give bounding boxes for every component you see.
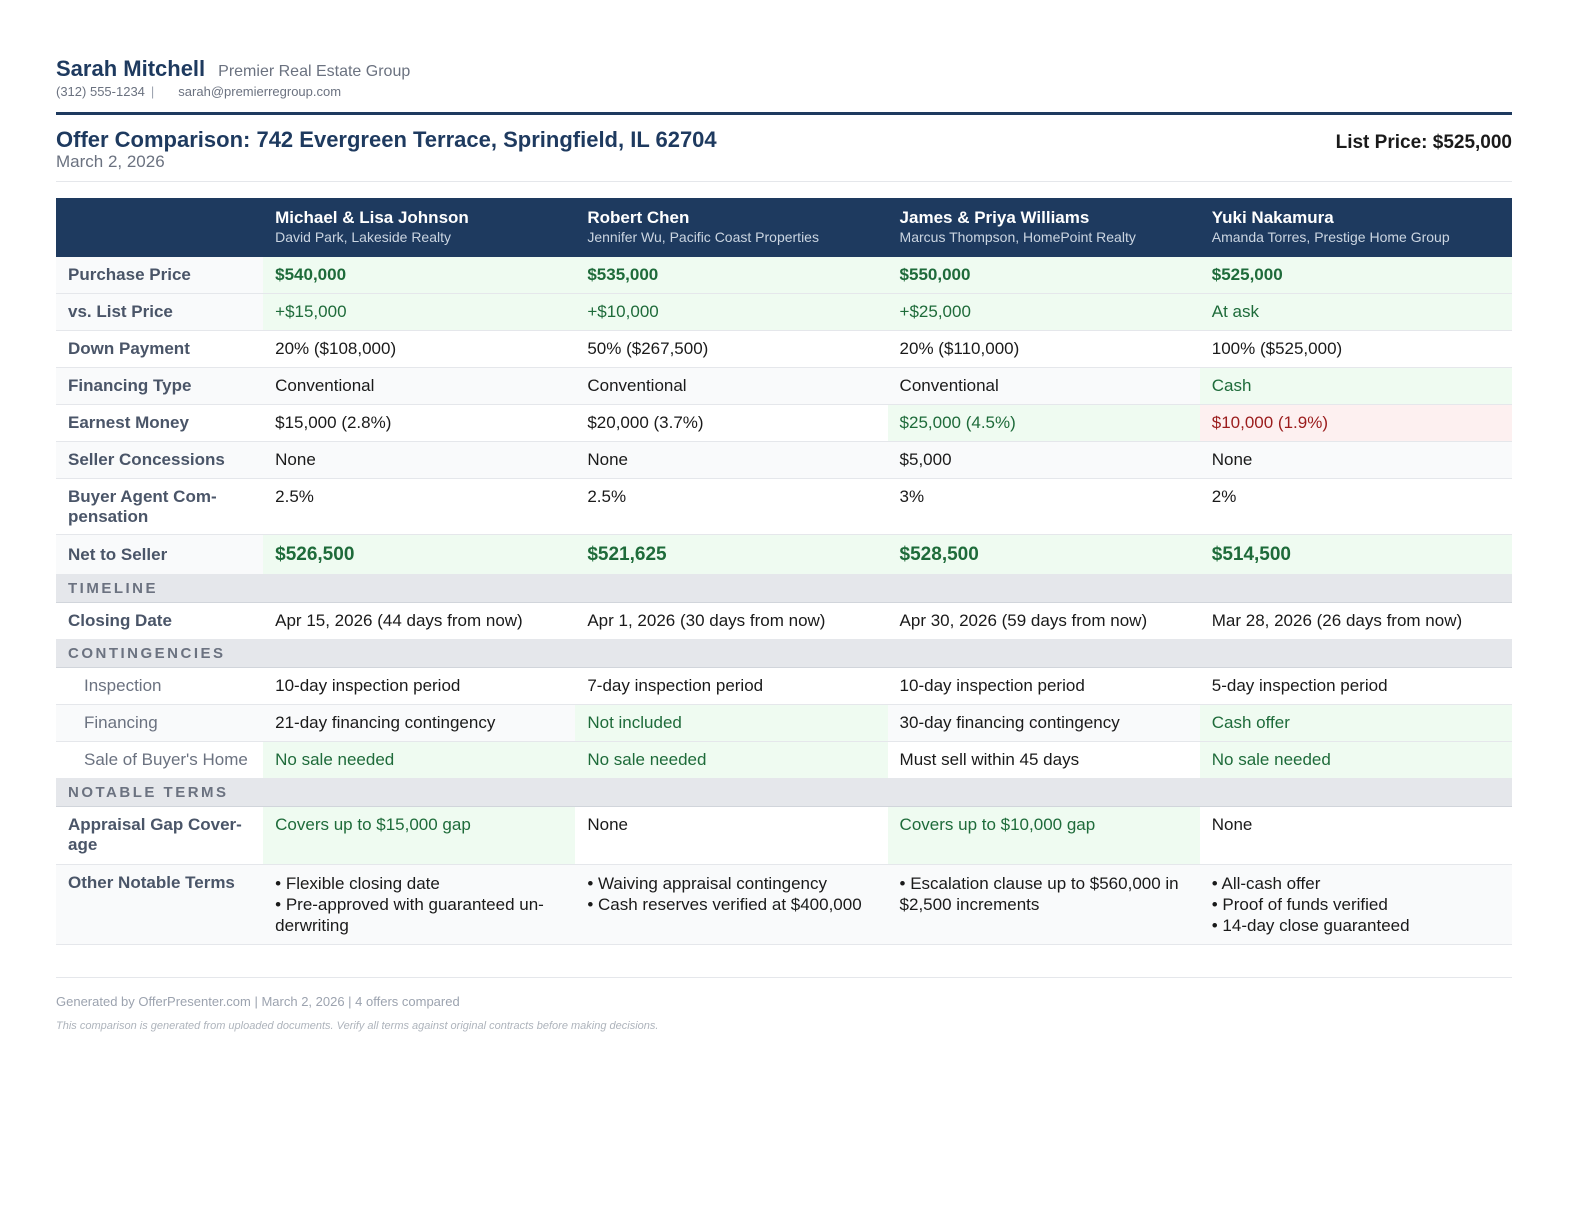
offer-header xyxy=(888,198,1200,257)
cell: +$25,000 xyxy=(888,294,1200,331)
term-item: • Flexible closing date xyxy=(275,874,440,893)
cell: 10-day inspection period xyxy=(888,668,1200,705)
row-sale-of-buyers-home xyxy=(56,742,1512,779)
row-label: Inspection xyxy=(56,668,263,705)
section-header-notable-terms xyxy=(56,779,1512,807)
cell: Apr 1, 2026 (30 days from now) xyxy=(575,603,887,640)
cell: $525,000 xyxy=(1200,257,1512,294)
cell: 21-day financing contingency xyxy=(263,705,575,742)
agent-email: sarah@premierregroup.com xyxy=(178,84,342,99)
cell: Apr 30, 2026 (59 days from now) xyxy=(888,603,1200,640)
cell: Covers up to $10,000 gap xyxy=(888,807,1200,865)
cell: $15,000 (2.8%) xyxy=(263,405,575,442)
agent-contact xyxy=(56,84,1512,99)
cell: 3% xyxy=(888,479,1200,535)
row-closing-date xyxy=(56,603,1512,640)
offer-header xyxy=(263,198,575,257)
row-label: Down Payment xyxy=(56,331,263,368)
row-label: Other Notable Terms xyxy=(56,865,263,945)
agent-name: Sarah Mitchell xyxy=(56,56,206,81)
term-item: • Waiving appraisal contingency xyxy=(587,874,828,893)
cell: None xyxy=(1200,807,1512,865)
cell: No sale needed xyxy=(1200,742,1512,779)
section-title: NOTABLE TERMS xyxy=(56,779,1512,807)
row-label: Financing xyxy=(56,705,263,742)
offer-header xyxy=(575,198,887,257)
section-title: TIMELINE xyxy=(56,575,1512,603)
term-item: • Pre-approved with guaranteed un-derwriting xyxy=(275,895,544,935)
cell: None xyxy=(263,442,575,479)
contact-separator: | xyxy=(150,84,155,99)
cell: $20,000 (3.7%) xyxy=(575,405,887,442)
page-title: Offer Comparison: 742 Evergreen Terrace, Springfield, IL 62704 xyxy=(56,127,717,152)
cell: $10,000 (1.9%) xyxy=(1200,405,1512,442)
cell: 30-day financing contingency xyxy=(888,705,1200,742)
cell: Covers up to $15,000 gap xyxy=(263,807,575,865)
term-item: • 14-day close guaranteed xyxy=(1211,916,1410,935)
header-empty-cell xyxy=(56,198,263,257)
row-other-notable-terms xyxy=(56,865,1512,945)
terms-list xyxy=(575,865,887,945)
cell: No sale needed xyxy=(263,742,575,779)
row-label: Sale of Buyer's Home xyxy=(56,742,263,779)
cell: $526,500 xyxy=(263,535,575,575)
row-down-payment xyxy=(56,331,1512,368)
row-vs-list-price xyxy=(56,294,1512,331)
cell: +$15,000 xyxy=(263,294,575,331)
row-label: Financing Type xyxy=(56,368,263,405)
buyer-agent: David Park, Lakeside Realty xyxy=(275,229,452,245)
cell: 50% ($267,500) xyxy=(575,331,887,368)
cell: At ask xyxy=(1200,294,1512,331)
buyer-name: Robert Chen xyxy=(587,208,690,227)
row-label: Net to Seller xyxy=(56,535,263,575)
footer-generated: Generated by OfferPresenter.com | March 2, 2026 | 4 offers compared xyxy=(56,994,460,1009)
row-inspection xyxy=(56,668,1512,705)
cell: 2.5% xyxy=(575,479,887,535)
cell: 10-day inspection period xyxy=(263,668,575,705)
term-item: • Cash reserves verified at $400,000 xyxy=(587,895,862,914)
cell: 20% ($110,000) xyxy=(888,331,1200,368)
row-earnest-money xyxy=(56,405,1512,442)
agent-phone: (312) 555-1234 xyxy=(56,84,145,99)
cell: Cash xyxy=(1200,368,1512,405)
offer-header-row xyxy=(56,198,1512,257)
cell: 20% ($108,000) xyxy=(263,331,575,368)
cell: Must sell within 45 days xyxy=(888,742,1200,779)
terms-list xyxy=(888,865,1200,945)
cell: $521,625 xyxy=(575,535,887,575)
row-purchase-price xyxy=(56,257,1512,294)
agent-header xyxy=(56,56,1512,82)
cell: $550,000 xyxy=(888,257,1200,294)
buyer-agent: Amanda Torres, Prestige Home Group xyxy=(1211,229,1450,245)
cell: None xyxy=(575,442,887,479)
row-financing-type xyxy=(56,368,1512,405)
cell: Mar 28, 2026 (26 days from now) xyxy=(1200,603,1512,640)
cell: 100% ($525,000) xyxy=(1200,331,1512,368)
header-divider xyxy=(56,112,1512,115)
row-label: Earnest Money xyxy=(56,405,263,442)
cell: Cash offer xyxy=(1200,705,1512,742)
cell: +$10,000 xyxy=(575,294,887,331)
cell: 2% xyxy=(1200,479,1512,535)
cell: 7-day inspection period xyxy=(575,668,887,705)
title-row xyxy=(56,128,1512,182)
row-label: Buyer Agent Com-pensation xyxy=(56,479,263,535)
cell: $514,500 xyxy=(1200,535,1512,575)
section-title: CONTINGENCIES xyxy=(56,640,1512,668)
row-label: Seller Concessions xyxy=(56,442,263,479)
row-label: Purchase Price xyxy=(56,257,263,294)
buyer-agent: Marcus Thompson, HomePoint Realty xyxy=(899,229,1136,245)
terms-list xyxy=(263,865,575,945)
cell: $528,500 xyxy=(888,535,1200,575)
row-net-to-seller xyxy=(56,535,1512,575)
section-header-timeline xyxy=(56,575,1512,603)
cell: $540,000 xyxy=(263,257,575,294)
row-label: vs. List Price xyxy=(56,294,263,331)
cell: $5,000 xyxy=(888,442,1200,479)
buyer-agent: Jennifer Wu, Pacific Coast Properties xyxy=(587,229,819,245)
cell: None xyxy=(575,807,887,865)
section-header-contingencies xyxy=(56,640,1512,668)
term-item: • All-cash offer xyxy=(1211,874,1321,893)
term-item: • Proof of funds verified xyxy=(1211,895,1388,914)
cell: None xyxy=(1200,442,1512,479)
document-date: March 2, 2026 xyxy=(56,152,165,171)
cell: $535,000 xyxy=(575,257,887,294)
cell: 5-day inspection period xyxy=(1200,668,1512,705)
buyer-name: James & Priya Williams xyxy=(899,208,1090,227)
row-label: Closing Date xyxy=(56,603,263,640)
agent-company: Premier Real Estate Group xyxy=(218,63,411,80)
footer-divider xyxy=(56,977,1512,978)
cell: No sale needed xyxy=(575,742,887,779)
row-seller-concessions xyxy=(56,442,1512,479)
offer-comparison-document xyxy=(56,56,1512,1032)
terms-list xyxy=(1200,865,1512,945)
buyer-name: Michael & Lisa Johnson xyxy=(275,208,469,227)
list-price: List Price: $525,000 xyxy=(1335,132,1512,153)
row-financing-contingency xyxy=(56,705,1512,742)
cell: Conventional xyxy=(888,368,1200,405)
cell: Conventional xyxy=(263,368,575,405)
row-appraisal-gap xyxy=(56,807,1512,865)
row-buyer-agent-compensation xyxy=(56,479,1512,535)
cell: $25,000 (4.5%) xyxy=(888,405,1200,442)
comparison-table xyxy=(56,198,1512,945)
cell: 2.5% xyxy=(263,479,575,535)
cell: Apr 15, 2026 (44 days from now) xyxy=(263,603,575,640)
cell: Conventional xyxy=(575,368,887,405)
offer-header xyxy=(1200,198,1512,257)
row-label: Appraisal Gap Cover-age xyxy=(56,807,263,865)
cell: Not included xyxy=(575,705,887,742)
footer-disclaimer: This comparison is generated from uploaded documents. Verify all terms against original contracts before making decisions. xyxy=(56,1020,659,1032)
buyer-name: Yuki Nakamura xyxy=(1211,208,1334,227)
term-item: • Escalation clause up to $560,000 in $2,500 increments xyxy=(899,874,1179,914)
